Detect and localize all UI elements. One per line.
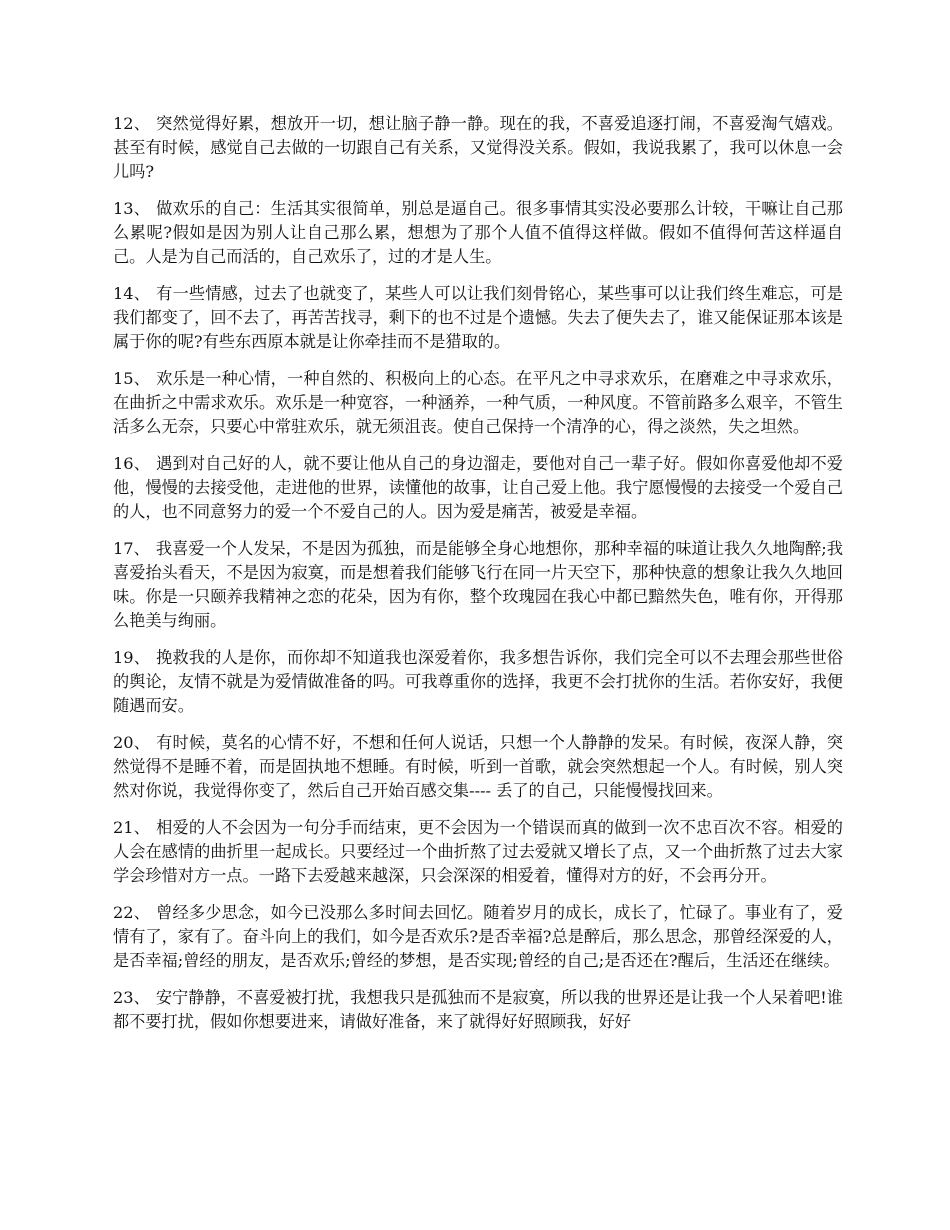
paragraph-text: 突然觉得好累，想放开一切，想让脑子静一静。现在的我，不喜爱追逐打闹，不喜爱淘气嬉戏。甚至有时候，感觉自己去做的一切跟自己有关系，又觉得没关系。假如，我说我累了，我可以休息一会儿吗?: [113, 114, 843, 181]
paragraph-number: 22、: [113, 903, 151, 922]
paragraph-number: 21、: [113, 818, 151, 837]
paragraph-text: 遇到对自己好的人，就不要让他从自己的身边溜走，要他对自己一辈子好。假如你喜爱他却不爱他，慢慢的去接受他，走进他的世界，读懂他的故事，让自己爱上他。我宁愿慢慢的去接受一个爱自己的人，也不同意努力的爱一个不爱自己的人。因为爱是痛苦，被爱是幸福。: [113, 454, 843, 521]
paragraph-text: 相爱的人不会因为一句分手而结束，更不会因为一个错误而真的做到一次不忠百次不容。相爱的人会在感情的曲折里一起成长。只要经过一个曲折熬了过去爱就又增长了点，又一个曲折熬了过去大家学会珍惜对方一点。一路下去爱越来越深，只会深深的相爱着，懂得对方的好，不会再分开。: [113, 818, 843, 885]
document-body: [113, 112, 843, 1047]
paragraph-19: [113, 646, 843, 718]
paragraph-15: [113, 367, 843, 439]
paragraph-23: [113, 986, 843, 1034]
paragraph-22: [113, 901, 843, 973]
paragraph-number: 12、: [113, 114, 151, 133]
paragraph-text: 有一些情感，过去了也就变了，某些人可以让我们刻骨铭心，某些事可以让我们终生难忘，可是我们都变了，回不去了，再苦苦找寻，剩下的也不过是个遗憾。失去了便失去了，谁又能保证那本该是属于你的呢?有些东西原本就是让你牵挂而不是猎取的。: [113, 284, 843, 351]
paragraph-text: 做欢乐的自己：生活其实很简单，别总是逼自己。很多事情其实没必要那么计较，干嘛让自己那么累呢?假如是因为别人让自己那么累，想想为了那个人值不值得这样做。假如不值得何苦这样逼自己。人是为自己而活的，自己欢乐了，过的才是人生。: [113, 199, 843, 266]
paragraph-number: 17、: [113, 539, 150, 558]
paragraph-text: 挽救我的人是你，而你却不知道我也深爱着你，我多想告诉你，我们完全可以不去理会那些世俗的舆论，友情不就是为爱情做准备的吗。可我尊重你的选择，我更不会打扰你的生活。若你安好，我便随遇而安。: [113, 648, 843, 715]
paragraph-16: [113, 452, 843, 524]
paragraph-12: [113, 112, 843, 184]
paragraph-number: 23、: [113, 988, 150, 1007]
paragraph-text: 安宁静静，不喜爱被打扰，我想我只是孤独而不是寂寞，所以我的世界还是让我一个人呆着吧!谁都不要打扰，假如你想要进来，请做好准备，来了就得好好照顾我，好好: [113, 988, 843, 1031]
paragraph-20: [113, 731, 843, 803]
paragraph-number: 19、: [113, 648, 151, 667]
paragraph-21: [113, 816, 843, 888]
paragraph-17: [113, 537, 843, 633]
paragraph-number: 16、: [113, 454, 151, 473]
paragraph-text: 有时候，莫名的心情不好，不想和任何人说话，只想一个人静静的发呆。有时候，夜深人静，突然觉得不是睡不着，而是固执地不想睡。有时候，听到一首歌，就会突然想起一个人。有时候，别人突然对你说，我觉得你变了，然后自己开始百感交集---- 丢了的自己，只能慢慢找回来。: [113, 733, 843, 800]
paragraph-13: [113, 197, 843, 269]
paragraph-text: 欢乐是一种心情，一种自然的、积极向上的心态。在平凡之中寻求欢乐，在磨难之中寻求欢乐，在曲折之中需求欢乐。欢乐是一种宽容，一种涵养，一种气质，一种风度。不管前路多么艰辛，不管生活多么无奈，只要心中常驻欢乐，就无须沮丧。使自己保持一个清净的心，得之淡然，失之坦然。: [113, 369, 843, 436]
paragraph-14: [113, 282, 843, 354]
paragraph-text: 我喜爱一个人发呆，不是因为孤独，而是能够全身心地想你，那种幸福的味道让我久久地陶醉;我喜爱抬头看天，不是因为寂寞，而是想着我们能够飞行在同一片天空下，那种快意的想象让我久久地回味。你是一只颐养我精神之恋的花朵，因为有你，整个玫瑰园在我心中都已黯然失色，唯有你，开得那么艳美与绚丽。: [113, 539, 843, 630]
paragraph-number: 20、: [113, 733, 151, 752]
paragraph-text: 曾经多少思念，如今已没那么多时间去回忆。随着岁月的成长，成长了，忙碌了。事业有了，爱情有了，家有了。奋斗向上的我们，如今是否欢乐?是否幸福?总是醉后，那么思念，那曾经深爱的人，是否幸福;曾经的朋友，是否欢乐;曾经的梦想，是否实现;曾经的自己;是否还在?醒后，生活还在继续。: [113, 903, 843, 970]
paragraph-number: 13、: [113, 199, 151, 218]
paragraph-number: 14、: [113, 284, 151, 303]
paragraph-number: 15、: [113, 369, 151, 388]
